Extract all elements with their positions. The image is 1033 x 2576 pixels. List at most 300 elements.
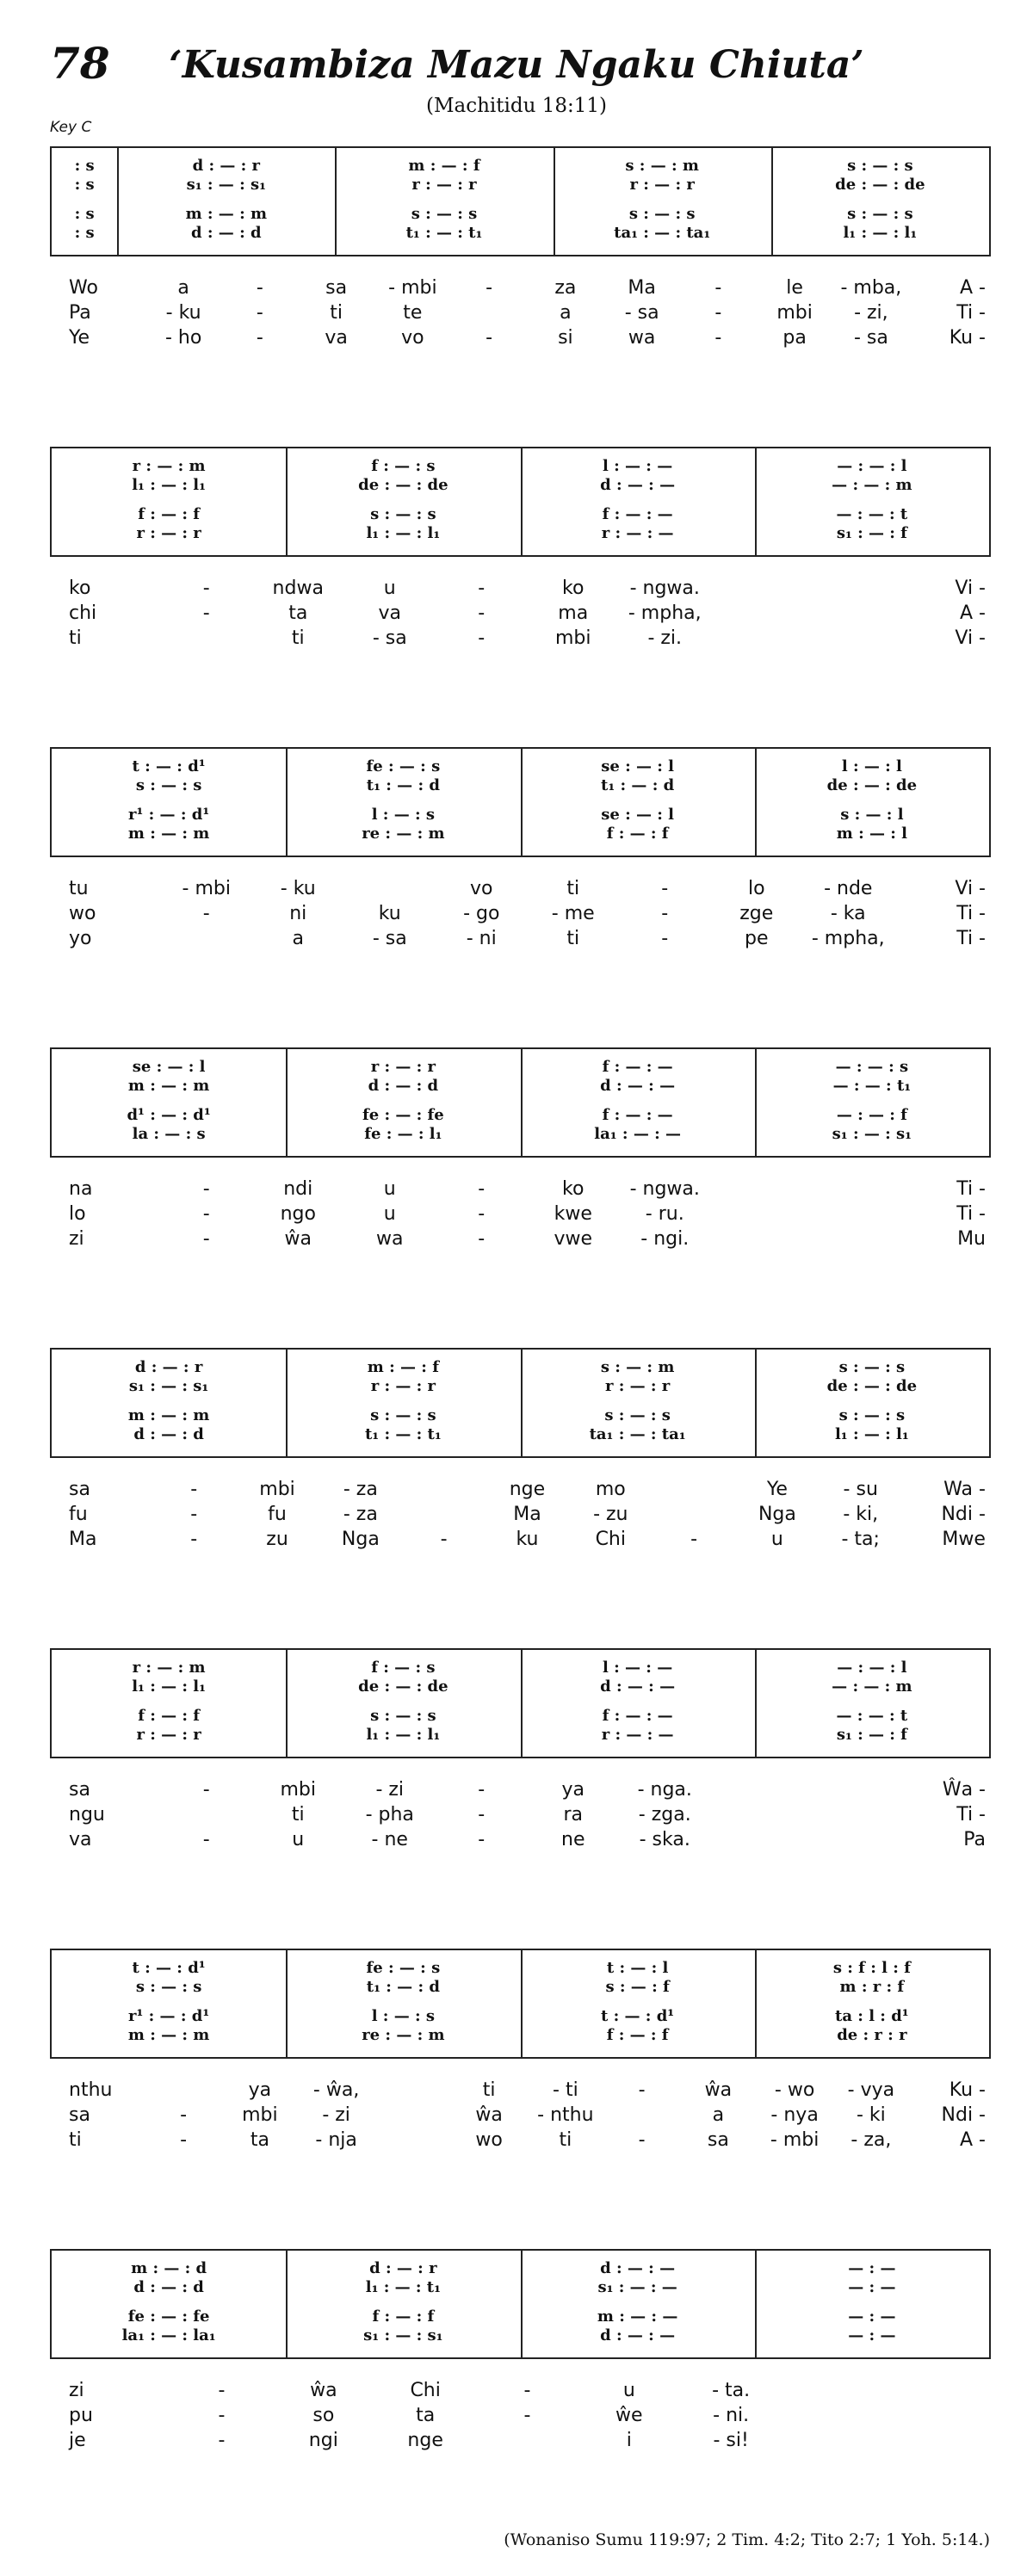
solfa-measure: — : — : t [836,1707,908,1725]
solfa-measure: f : — : f [606,825,669,843]
lyric-syllable [145,2078,222,2103]
solfa-measure: — : — [848,2307,896,2326]
solfa-measure: t : — : d¹ [132,1959,206,1977]
lyric-syllable: Vi - [955,578,986,599]
solfa-measure: l₁ : — : l₁ [834,1425,909,1443]
lyric-syllable: a [292,928,304,949]
solfa-measure: m : — : f [408,157,480,175]
lyric-syllable [802,626,894,651]
lyric-syllable: Ti - [956,1178,986,1200]
solfa-measure: s₁ : — : s₁ [832,1125,912,1143]
lyric-syllable [711,1802,803,1827]
solfa-measure: : s [74,176,95,194]
lyric-syllable [711,626,803,651]
solfa-measure: r : — : r [411,176,477,194]
solfa-measure: l₁ : — : l₁ [366,1726,441,1744]
lyric-syllable: - ki, [843,1504,879,1525]
lyric-syllable: ndwa [272,578,324,599]
lyric-syllable: ngu [69,1804,105,1825]
lyric-syllable [802,1802,894,1827]
solfa-measure: d : — : — [600,1077,676,1095]
lyric-syllable: ti [291,627,305,649]
alto-line [52,1978,989,1996]
lyric-syllable: - ka [830,903,866,924]
lyric-syllable: i [626,2430,632,2451]
lyric-syllable: - su [843,1479,878,1500]
solfa-measure: m : — : f [367,1358,439,1376]
lyric-syllable: ya [561,1779,585,1801]
soprano-line [52,1959,989,1977]
lyric-syllable: u [383,1203,396,1225]
lyric-syllable: - ku [165,302,201,324]
solfa-measure: se : — : l [132,1058,206,1076]
solfa-measure: fe : — : s [366,757,441,775]
lyrics-block [50,876,991,959]
lyric-syllable: - go [463,903,500,924]
solfa-measure: s : — : m [625,157,699,175]
solfa-staff [50,447,991,557]
solfa-measure: m : — : — [597,2307,678,2326]
lyric-syllable: - nya [770,2104,819,2126]
lyric-syllable: - [190,1529,198,1550]
lyric-syllable: - mbi [388,277,437,299]
solfa-measure: s : — : s [411,205,478,223]
lyric-syllable: ndi [283,1178,313,1200]
lyric-syllable [782,2378,883,2403]
lyric-syllable [374,2078,451,2103]
verse-1-line [50,275,991,300]
soprano-line [52,1659,989,1677]
lyric-syllable [711,1202,803,1226]
tenor-line [52,1707,989,1725]
system-5 [50,1348,991,1560]
solfa-measure: f : — : f [606,2026,669,2044]
lyric-syllable: ya [248,2079,272,2101]
solfa-measure: t₁ : — : t₁ [364,1425,442,1443]
soprano-line [52,757,989,775]
lyric-syllable: - mpha, [628,602,702,624]
solfa-measure: s : — : l [840,806,904,824]
tenor-line [52,1106,989,1124]
solfa-measure: r : — : r [370,1058,436,1076]
lyric-syllable: - zga. [638,1804,691,1825]
lyric-syllable: wo [475,2129,503,2151]
solfa-measure: s₁ : — : s₁ [363,2326,443,2344]
solfa-measure: d : — : r [134,1358,203,1376]
lyric-syllable [802,1177,894,1202]
solfa-measure: s : — : s [135,776,202,794]
solfa-measure: d : — : — [600,476,676,494]
solfa-measure: f : — : f [138,505,201,523]
lyric-syllable: - [202,578,210,599]
lyric-syllable [802,1202,894,1226]
solfa-measure: l₁ : — : t₁ [365,2278,442,2296]
solfa-measure: fe : — : fe [362,1106,444,1124]
lyric-syllable: ku [516,1529,539,1550]
lyric-syllable: - [638,2079,646,2101]
lyric-syllable: - mpha, [811,928,885,949]
solfa-measure: : s [74,205,95,223]
solfa-measure: fe : — : fe [127,2307,210,2326]
lyric-syllable: - [218,2430,226,2451]
solfa-measure: d : — : r [192,157,261,175]
solfa-measure: — : — : f [836,1106,907,1124]
hymn-title: ‘Kusambiza Mazu Ngaku Chiuta’ [169,43,864,87]
lyric-syllable: pu [69,2405,93,2426]
lyric-syllable: A - [960,2129,986,2151]
lyric-syllable: - [202,602,210,624]
solfa-measure: l : — : s [371,806,436,824]
lyric-syllable [802,601,894,626]
lyric-syllable: - [690,1529,698,1550]
bass-line [52,2026,989,2044]
lyrics-block [50,1777,991,1860]
lyric-syllable: - me [551,903,595,924]
lyric-syllable: ŵa [310,2380,337,2401]
lyric-syllable: - [478,1178,486,1200]
lyric-syllable: ni [289,903,307,924]
lyric-syllable: - [714,327,722,349]
lyric-syllable: ma [558,602,589,624]
lyric-syllable: - ku [280,878,316,899]
system-4 [50,1047,991,1259]
lyric-syllable: so [312,2405,335,2426]
verse-1-line [50,2378,991,2403]
lyric-syllable: Vi - [955,627,986,649]
verse-3-line [50,325,991,350]
solfa-measure: r¹ : — : d¹ [128,2007,210,2025]
solfa-measure: m : — : l [836,825,907,843]
system-1 [50,146,991,358]
lyric-syllable: ta [288,602,308,624]
solfa-measure: — : — : l [837,457,907,475]
lyric-syllable: - [478,1779,486,1801]
lyric-syllable: Wo [69,277,98,299]
solfa-measure: f : — : — [602,505,673,523]
lyric-syllable: - zu [593,1504,628,1525]
lyric-syllable: Nga [758,1504,796,1525]
lyric-syllable [782,2403,883,2428]
solfa-measure: s : — : s [847,205,913,223]
lyric-syllable: ti [566,928,580,949]
solfa-measure: s₁ : — : — [597,2278,677,2296]
lyric-syllable: - [478,1228,486,1250]
verse-1-line [50,1777,991,1802]
lyric-syllable [802,1777,894,1802]
lyric-syllable: ta [416,2405,436,2426]
lyric-syllable: mbi [280,1779,316,1801]
lyric-syllable: ŵa [475,2104,503,2126]
solfa-measure: m : — : m [127,1077,210,1095]
lyrics-block [50,576,991,658]
lyric-syllable: - nga. [637,1779,692,1801]
solfa-measure: s₁ : — : s₁ [128,1377,209,1395]
solfa-measure: m : — : d [131,2259,207,2277]
lyric-syllable: - ho [164,327,202,349]
lyric-syllable: ngi [308,2430,338,2451]
solfa-measure: t₁ : — : t₁ [405,224,483,242]
solfa-measure: : s [74,224,95,242]
lyric-syllable: ne [561,1829,585,1850]
lyric-syllable: - [202,1178,210,1200]
solfa-measure: m : — : m [127,1406,210,1424]
tenor-line [52,806,989,824]
solfa-measure: la : — : s [132,1125,206,1143]
solfa-measure: de : — : de [826,776,918,794]
hymn-number: 78 [50,38,110,89]
lyric-syllable: mo [595,1479,626,1500]
lyric-syllable: - [202,1779,210,1801]
solfa-measure: l₁ : — : l₁ [843,224,918,242]
lyric-syllable: ta [250,2129,269,2151]
soprano-line [52,1058,989,1076]
lyric-syllable [711,601,803,626]
verse-3-line [50,2128,991,2153]
lyric-syllable: Ti - [956,903,986,924]
lyric-syllable: Vi - [955,878,986,899]
lyric-syllable: Ku - [949,2079,986,2101]
lyric-syllable: ti [69,627,82,649]
system-8 [50,2249,991,2461]
solfa-measure: — : — : m [832,1677,912,1696]
lyric-syllable: - [180,2104,188,2126]
lyric-syllable: - zi [322,2104,350,2126]
lyric-syllable: - [440,1529,448,1550]
lyric-syllable: je [69,2430,86,2451]
solfa-measure: f : — : — [602,1106,673,1124]
lyric-syllable: - ŵa, [312,2079,360,2101]
lyric-syllable: mbi [776,302,813,324]
lyric-syllable [402,1502,486,1527]
lyric-syllable: ti [566,878,580,899]
lyric-syllable: ti [291,1804,305,1825]
lyric-syllable: pe [745,928,769,949]
bass-line [52,224,989,242]
lyric-syllable: ti [330,302,343,324]
lyric-syllable: - nthu [537,2104,594,2126]
alto-line [52,776,989,794]
lyric-syllable: - ti [553,2079,578,2101]
lyric-syllable: - vya [847,2079,895,2101]
lyric-syllable: va [378,602,401,624]
lyric-syllable: chi [69,602,97,624]
solfa-measure: l : — : — [603,457,673,475]
lyric-syllable: fu [69,1504,88,1525]
solfa-measure: s₁ : — : f [836,1726,907,1744]
lyric-syllable: Ndi - [941,1504,986,1525]
lyric-syllable: sa [325,277,348,299]
lyric-syllable: - [478,1829,486,1850]
solfa-measure: l₁ : — : l₁ [132,1677,207,1696]
lyric-syllable: u [770,1529,783,1550]
key-signature: Key C [50,119,92,136]
solfa-measure: f : — : s [371,1659,436,1677]
lyric-syllable [711,576,803,601]
lyric-syllable: nge [407,2430,443,2451]
solfa-measure: — : — : t [836,505,908,523]
soprano-line [52,2259,989,2277]
lyric-syllable: Wa - [943,1479,986,1500]
system-7 [50,1949,991,2160]
solfa-measure: — : — : l [837,1659,907,1677]
lyric-syllable: mbi [259,1479,295,1500]
lyric-syllable: - [486,327,493,349]
tenor-line [52,2007,989,2025]
verse-3-line [50,1527,991,1552]
lyric-syllable: - ni [466,928,497,949]
lyric-syllable: - mbi [182,878,231,899]
lyric-syllable [711,1777,803,1802]
tenor-line [52,2307,989,2326]
solfa-measure: r : — : r [604,1377,671,1395]
solfa-staff [50,146,991,256]
lyric-syllable: - ne [371,1829,408,1850]
lyric-syllable: sa [69,1479,90,1500]
lyric-syllable: yo [69,928,92,949]
tenor-line [52,1406,989,1424]
solfa-measure: s₁ : — : s₁ [186,176,266,194]
solfa-measure: — : — : t₁ [832,1077,912,1095]
solfa-measure: l₁ : — : l₁ [132,476,207,494]
lyric-syllable [161,926,253,951]
lyric-syllable: a [712,2104,725,2126]
solfa-measure: fe : — : l₁ [364,1125,442,1143]
solfa-measure: s : — : s [370,1406,436,1424]
lyric-syllable: - sa [372,928,407,949]
solfa-measure: l₁ : — : l₁ [366,524,441,542]
verse-1-line [50,1177,991,1202]
lyric-syllable: Ye [766,1479,788,1500]
lyric-syllable: - [486,277,493,299]
verse-1-line [50,1477,991,1502]
alto-line [52,176,989,194]
lyric-syllable: Pa [963,1829,986,1850]
solfa-measure: t₁ : — : d [366,776,440,794]
lyric-syllable: Ŵa - [942,1779,986,1801]
lyric-syllable: u [383,1178,396,1200]
lyric-syllable: - [478,578,486,599]
lyric-syllable: sa [69,2104,90,2126]
lyric-syllable: - mba, [840,277,902,299]
solfa-staff [50,2249,991,2359]
solfa-measure: fe : — : s [366,1959,441,1977]
solfa-staff [50,1648,991,1758]
lyric-syllable: wo [69,903,96,924]
lyric-syllable: - [478,1203,486,1225]
lyric-syllable: - pha [365,1804,414,1825]
lyric-syllable [653,1502,736,1527]
solfa-measure: d : — : — [600,2326,676,2344]
lyric-syllable: Ti - [956,1203,986,1225]
lyric-syllable: - [661,903,669,924]
alto-line [52,1377,989,1395]
lyric-syllable: - [190,1479,198,1500]
soprano-line [52,157,989,175]
soprano-line [52,457,989,475]
lyric-syllable: - za [343,1479,378,1500]
solfa-measure: — : — [848,2326,896,2344]
solfa-measure: t : — : l [606,1959,669,1977]
verse-2-line [50,601,991,626]
lyric-syllable: ŵa [284,1228,312,1250]
solfa-measure: d : — : d [368,1077,439,1095]
lyric-syllable: Ti - [956,302,986,324]
solfa-measure: s : — : f [605,1978,670,1996]
lyric-syllable: - nja [315,2129,357,2151]
lyric-syllable: - ni. [713,2405,750,2426]
lyric-syllable: Mu [957,1228,986,1250]
solfa-measure: re : — : m [362,825,445,843]
verse-3-line [50,1226,991,1251]
lyric-syllable: vo [401,327,424,349]
solfa-measure: s : — : s [628,205,696,223]
solfa-measure: t₁ : — : d [601,776,675,794]
lyric-syllable: - sa [372,627,407,649]
solfa-measure: s : f : l : f [832,1959,911,1977]
solfa-measure: de : — : de [826,1377,918,1395]
solfa-measure: m : r : f [839,1978,905,1996]
solfa-measure: s : — : s [135,1978,202,1996]
lyric-syllable [161,626,253,651]
solfa-measure: r : — : r [136,1726,201,1744]
lyric-syllable [161,1802,253,1827]
solfa-measure: : s [74,157,95,175]
solfa-measure: — : — : s [835,1058,909,1076]
lyric-syllable: ra [563,1804,584,1825]
lyric-syllable: si [558,327,573,349]
lyric-syllable: ti [482,2079,496,2101]
lyric-syllable: ŵa [704,2079,733,2101]
system-6 [50,1648,991,1860]
lyric-syllable [884,2428,986,2453]
verse-2-line [50,1802,991,1827]
solfa-measure: f : — : s [371,457,436,475]
system-3 [50,747,991,959]
solfa-measure: — : — : m [832,476,912,494]
solfa-measure: de : r : r [837,2026,907,2044]
lyric-syllable: - sa [624,302,659,324]
lyric-syllable: sa [69,1779,90,1801]
lyric-syllable: za [554,277,577,299]
lyric-syllable: a [560,302,572,324]
lyric-syllable [374,2103,451,2128]
lyric-syllable [802,1226,894,1251]
lyric-syllable: Ma [513,1504,541,1525]
lyric-syllable: a [177,277,189,299]
lyric-syllable: Ti - [956,1804,986,1825]
lyric-syllable: ŵe [615,2405,643,2426]
lyric-syllable: wa [376,1228,404,1250]
solfa-measure: s : — : s [838,1406,906,1424]
lyric-syllable [603,2103,680,2128]
lyric-syllable: Ku - [949,327,986,349]
solfa-staff [50,1047,991,1158]
solfa-measure: s : — : s [838,1358,906,1376]
lyric-syllable: ko [69,578,91,599]
solfa-measure: ta : l : d¹ [835,2007,909,2025]
tenor-line [52,205,989,223]
lyric-syllable: Chi [595,1529,626,1550]
verse-1-line [50,2078,991,2103]
lyric-syllable: - [714,277,722,299]
lyric-syllable: lo [747,878,765,899]
lyric-syllable: - [638,2129,646,2151]
lyric-syllable: - [256,277,263,299]
lyric-syllable: - [218,2405,226,2426]
lyric-syllable: na [69,1178,93,1200]
lyric-syllable: zge [739,903,774,924]
lyric-syllable [451,300,528,325]
